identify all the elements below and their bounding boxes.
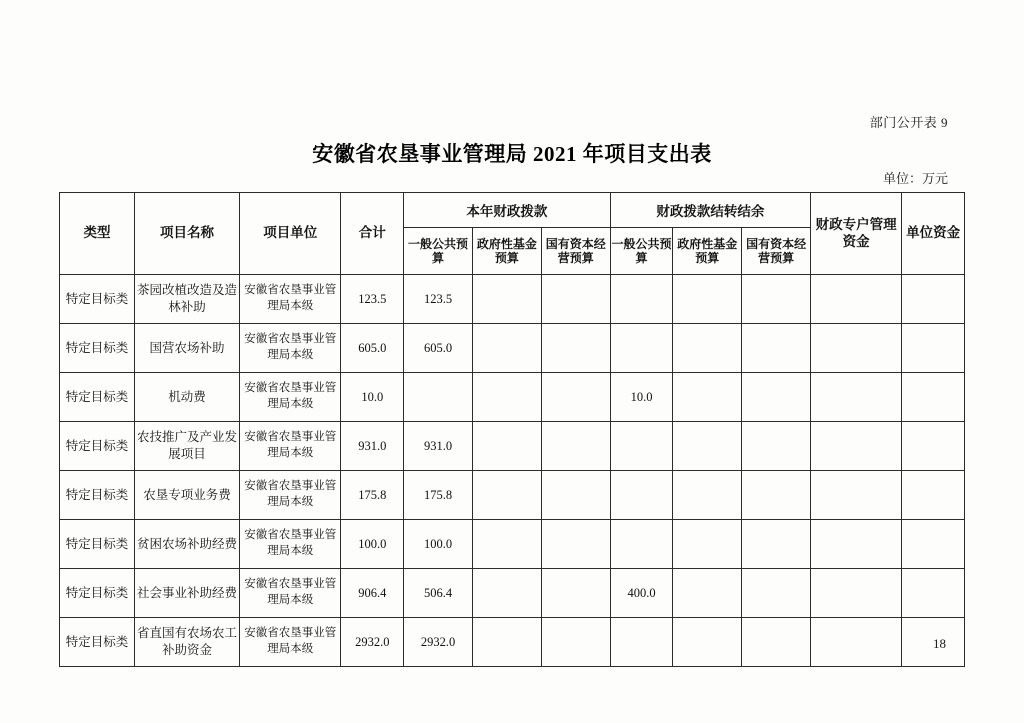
cell-gov-fund-current <box>472 373 541 422</box>
cell-gov-fund-carryover <box>673 373 742 422</box>
cell-general-carryover: 400.0 <box>610 569 673 618</box>
cell-total: 605.0 <box>341 324 404 373</box>
cell-special-fund <box>811 471 902 520</box>
table-row <box>60 275 965 324</box>
table-body <box>60 275 965 667</box>
cell-gov-fund-carryover <box>673 324 742 373</box>
cell-own-fund <box>902 422 965 471</box>
cell-project-name: 国营农场补助 <box>134 324 239 373</box>
cell-general-current: 506.4 <box>404 569 473 618</box>
project-expenditure-table <box>59 192 965 667</box>
col-header-general-budget-current: 一般公共预算 <box>404 228 473 275</box>
cell-project-unit: 安徽省农垦事业管理局本级 <box>240 520 341 569</box>
cell-general-carryover <box>610 471 673 520</box>
cell-gov-fund-carryover <box>673 618 742 667</box>
cell-total: 123.5 <box>341 275 404 324</box>
cell-special-fund <box>811 520 902 569</box>
cell-own-fund <box>902 324 965 373</box>
col-header-total: 合计 <box>341 193 404 275</box>
cell-general-carryover <box>610 275 673 324</box>
col-header-own-fund: 单位资金 <box>902 193 965 275</box>
cell-type: 特定目标类 <box>60 618 135 667</box>
table-row <box>60 520 965 569</box>
col-header-state-capital-budget-carryover: 国有资本经营预算 <box>742 228 811 275</box>
unit-note: 单位：万元 <box>882 171 948 186</box>
cell-gov-fund-current <box>472 569 541 618</box>
cell-gov-fund-carryover <box>673 520 742 569</box>
col-header-group-current-year: 本年财政拨款 <box>404 193 611 228</box>
cell-project-unit: 安徽省农垦事业管理局本级 <box>240 471 341 520</box>
cell-total: 175.8 <box>341 471 404 520</box>
table-row <box>60 324 965 373</box>
cell-general-carryover: 10.0 <box>610 373 673 422</box>
cell-project-name: 省直国有农场农工补助资金 <box>134 618 239 667</box>
cell-total: 2932.0 <box>341 618 404 667</box>
cell-gov-fund-current <box>472 618 541 667</box>
cell-own-fund <box>902 275 965 324</box>
col-header-state-capital-budget-current: 国有资本经营预算 <box>541 228 610 275</box>
page-number: 18 <box>933 636 946 651</box>
table-row <box>60 373 965 422</box>
cell-state-capital-current <box>541 422 610 471</box>
cell-gov-fund-current <box>472 520 541 569</box>
cell-gov-fund-carryover <box>673 569 742 618</box>
cell-state-capital-carryover <box>742 569 811 618</box>
col-header-gov-fund-budget-carryover: 政府性基金预算 <box>673 228 742 275</box>
cell-project-unit: 安徽省农垦事业管理局本级 <box>240 275 341 324</box>
table-header <box>60 193 965 275</box>
col-header-general-budget-carryover: 一般公共预算 <box>610 228 673 275</box>
cell-own-fund <box>902 520 965 569</box>
cell-state-capital-current <box>541 275 610 324</box>
cell-general-current: 100.0 <box>404 520 473 569</box>
cell-state-capital-carryover <box>742 422 811 471</box>
cell-state-capital-current <box>541 373 610 422</box>
cell-gov-fund-current <box>472 422 541 471</box>
cell-total: 906.4 <box>341 569 404 618</box>
col-header-project-unit: 项目单位 <box>240 193 341 275</box>
cell-general-carryover <box>610 422 673 471</box>
cell-type: 特定目标类 <box>60 422 135 471</box>
table-row <box>60 471 965 520</box>
cell-project-name: 茶园改植改造及造林补助 <box>134 275 239 324</box>
cell-general-current: 123.5 <box>404 275 473 324</box>
table-row <box>60 422 965 471</box>
cell-type: 特定目标类 <box>60 520 135 569</box>
budget-table-wrapper <box>59 192 965 667</box>
cell-project-unit: 安徽省农垦事业管理局本级 <box>240 324 341 373</box>
col-header-project-name: 项目名称 <box>134 193 239 275</box>
cell-gov-fund-carryover <box>673 471 742 520</box>
cell-project-name: 农垦专项业务费 <box>134 471 239 520</box>
cell-project-unit: 安徽省农垦事业管理局本级 <box>240 569 341 618</box>
cell-project-unit: 安徽省农垦事业管理局本级 <box>240 373 341 422</box>
cell-type: 特定目标类 <box>60 569 135 618</box>
cell-special-fund <box>811 618 902 667</box>
cell-special-fund <box>811 275 902 324</box>
cell-special-fund <box>811 569 902 618</box>
cell-state-capital-carryover <box>742 618 811 667</box>
col-header-special-fund: 财政专户管理资金 <box>811 193 902 275</box>
cell-state-capital-current <box>541 618 610 667</box>
cell-project-name: 社会事业补助经费 <box>134 569 239 618</box>
cell-general-carryover <box>610 324 673 373</box>
cell-general-carryover <box>610 618 673 667</box>
cell-own-fund <box>902 471 965 520</box>
cell-state-capital-carryover <box>742 471 811 520</box>
cell-state-capital-carryover <box>742 373 811 422</box>
page-title: 安徽省农垦事业管理局 2021 年项目支出表 <box>312 142 712 166</box>
cell-general-current <box>404 373 473 422</box>
cell-project-name: 贫困农场补助经费 <box>134 520 239 569</box>
cell-general-current: 2932.0 <box>404 618 473 667</box>
cell-special-fund <box>811 422 902 471</box>
col-header-gov-fund-budget-current: 政府性基金预算 <box>472 228 541 275</box>
cell-state-capital-carryover <box>742 520 811 569</box>
cell-total: 10.0 <box>341 373 404 422</box>
cell-own-fund <box>902 569 965 618</box>
cell-type: 特定目标类 <box>60 275 135 324</box>
cell-project-unit: 安徽省农垦事业管理局本级 <box>240 618 341 667</box>
cell-general-current: 605.0 <box>404 324 473 373</box>
cell-gov-fund-current <box>472 471 541 520</box>
cell-state-capital-current <box>541 471 610 520</box>
cell-project-name: 机动费 <box>134 373 239 422</box>
cell-project-name: 农技推广及产业发展项目 <box>134 422 239 471</box>
cell-gov-fund-carryover <box>673 275 742 324</box>
cell-state-capital-current <box>541 520 610 569</box>
cell-state-capital-carryover <box>742 275 811 324</box>
col-header-type: 类型 <box>60 193 135 275</box>
cell-total: 931.0 <box>341 422 404 471</box>
cell-state-capital-current <box>541 324 610 373</box>
cell-type: 特定目标类 <box>60 324 135 373</box>
cell-general-current: 175.8 <box>404 471 473 520</box>
cell-type: 特定目标类 <box>60 471 135 520</box>
cell-special-fund <box>811 324 902 373</box>
cell-total: 100.0 <box>341 520 404 569</box>
cell-general-carryover <box>610 520 673 569</box>
cell-special-fund <box>811 373 902 422</box>
header-note: 部门公开表 9 <box>869 115 948 130</box>
col-header-group-carryover: 财政拨款结转结余 <box>610 193 810 228</box>
cell-state-capital-current <box>541 569 610 618</box>
cell-gov-fund-carryover <box>673 422 742 471</box>
cell-general-current: 931.0 <box>404 422 473 471</box>
cell-gov-fund-current <box>472 275 541 324</box>
table-row <box>60 569 965 618</box>
cell-state-capital-carryover <box>742 324 811 373</box>
cell-own-fund <box>902 373 965 422</box>
cell-gov-fund-current <box>472 324 541 373</box>
cell-type: 特定目标类 <box>60 373 135 422</box>
table-row <box>60 618 965 667</box>
cell-project-unit: 安徽省农垦事业管理局本级 <box>240 422 341 471</box>
